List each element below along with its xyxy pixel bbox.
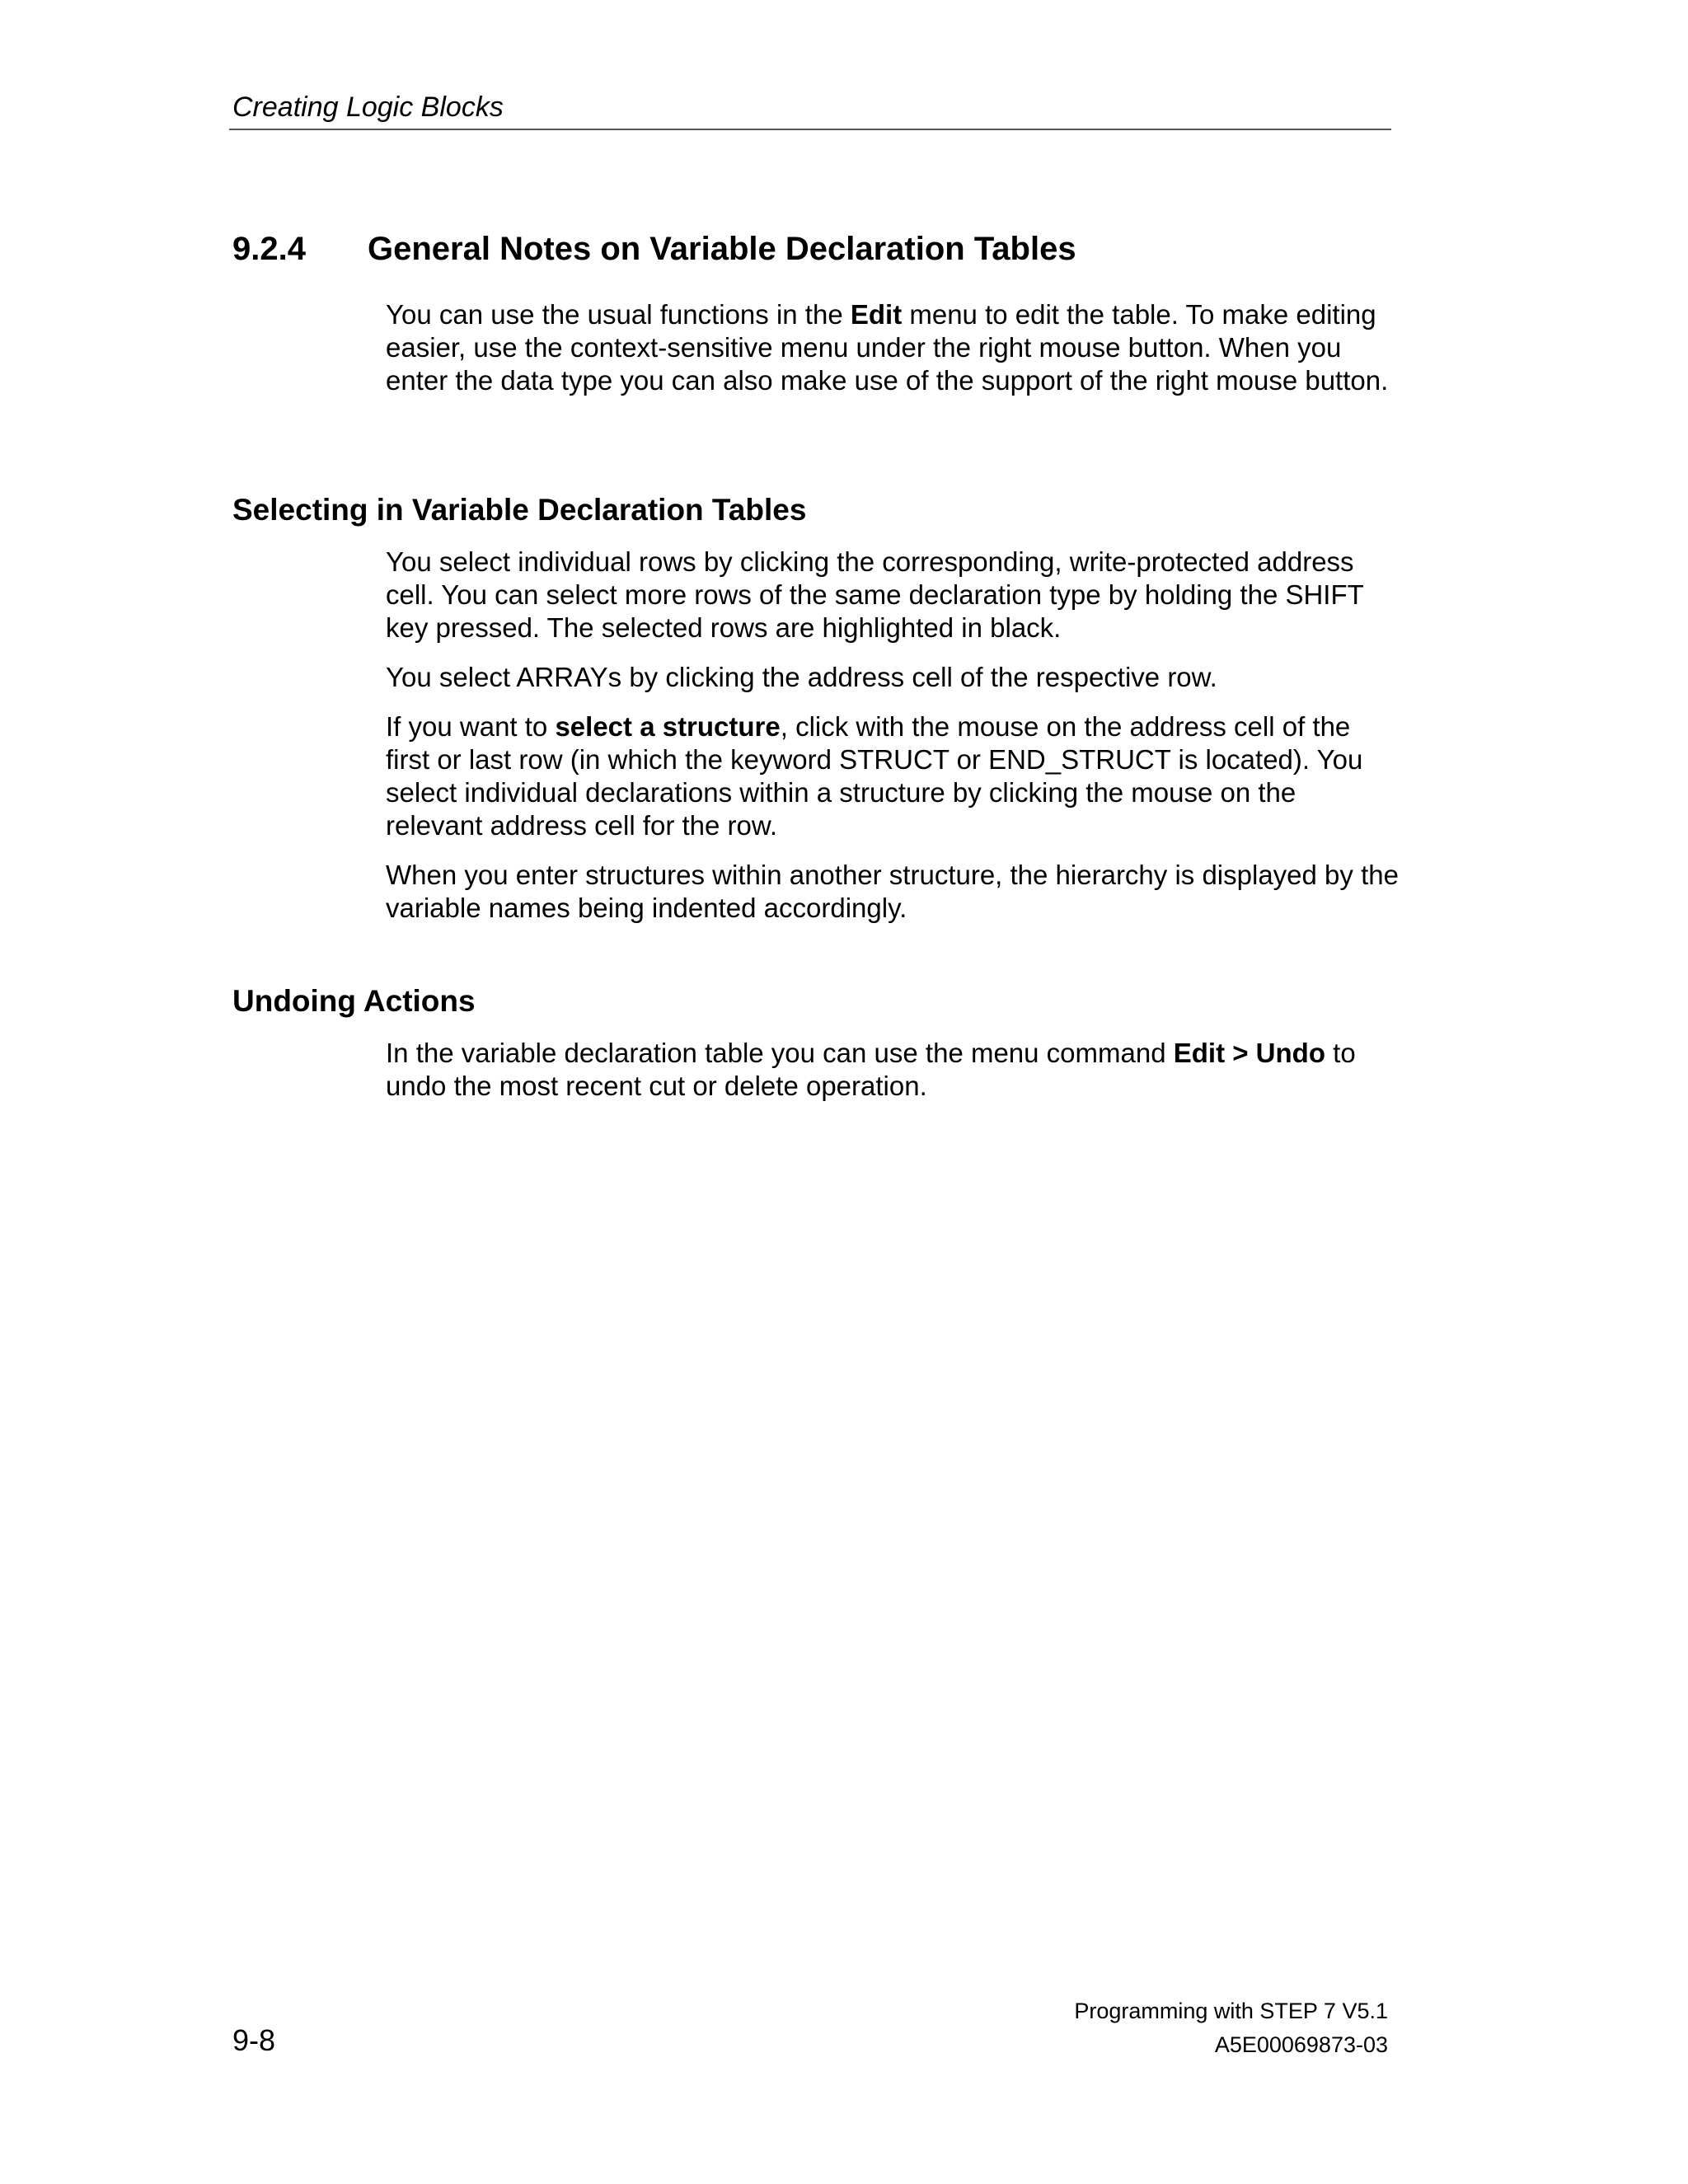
- intro-text-start: You can use the usual functions in the: [386, 299, 851, 330]
- structure-text-end: , click with the mouse on the address cell of the first or last row (in which the keyword STRUCT or END_STRUCT is located). You select individual declarations within a structure by clicking the mouse on the relevant address cell for the row.: [386, 711, 1363, 841]
- page-number: 9-8: [232, 2023, 276, 2057]
- undoing-paragraph: [386, 1037, 1400, 1103]
- select-structure-term: select a structure: [555, 711, 781, 742]
- undo-text-end: to undo the most recent cut or delete operation.: [386, 1038, 1356, 1101]
- intro-text-end: menu to edit the table. To make editing easier, use the context-sensitive menu under the right mouse button. When you enter the data type you can also make use of the support of the right mouse button.: [386, 299, 1389, 396]
- undo-text-start: In the variable declaration table you can use the menu command: [386, 1038, 1174, 1068]
- header-rule: [229, 129, 1391, 130]
- structure-text-start: If you want to: [386, 711, 556, 742]
- selecting-paragraph-structure: [386, 710, 1400, 842]
- selecting-heading: Selecting in Variable Declaration Tables: [232, 493, 807, 527]
- running-header: Creating Logic Blocks: [232, 91, 504, 123]
- section-title: General Notes on Variable Declaration Tables: [368, 231, 1076, 267]
- intro-paragraph: [386, 298, 1400, 397]
- selecting-paragraph-rows: You select individual rows by clicking the corresponding, write-protected address cell. You can select more rows of the same declaration type by holding the SHIFT key pressed. The selected rows are highlighted in black.: [386, 546, 1364, 643]
- undoing-heading: Undoing Actions: [232, 984, 476, 1018]
- section-number: 9.2.4: [232, 231, 306, 267]
- manual-title: Programming with STEP 7 V5.1: [1074, 1999, 1388, 2023]
- document-number: A5E00069873-03: [1214, 2032, 1388, 2057]
- edit-menu-term: Edit: [850, 299, 903, 330]
- selecting-paragraph-arrays: You select ARRAYs by clicking the address cell of the respective row.: [386, 662, 1217, 692]
- selecting-paragraph-hierarchy: When you enter structures within another structure, the hierarchy is displayed by the variable names being indented accordingly.: [386, 860, 1399, 923]
- edit-undo-command: Edit > Undo: [1173, 1038, 1325, 1068]
